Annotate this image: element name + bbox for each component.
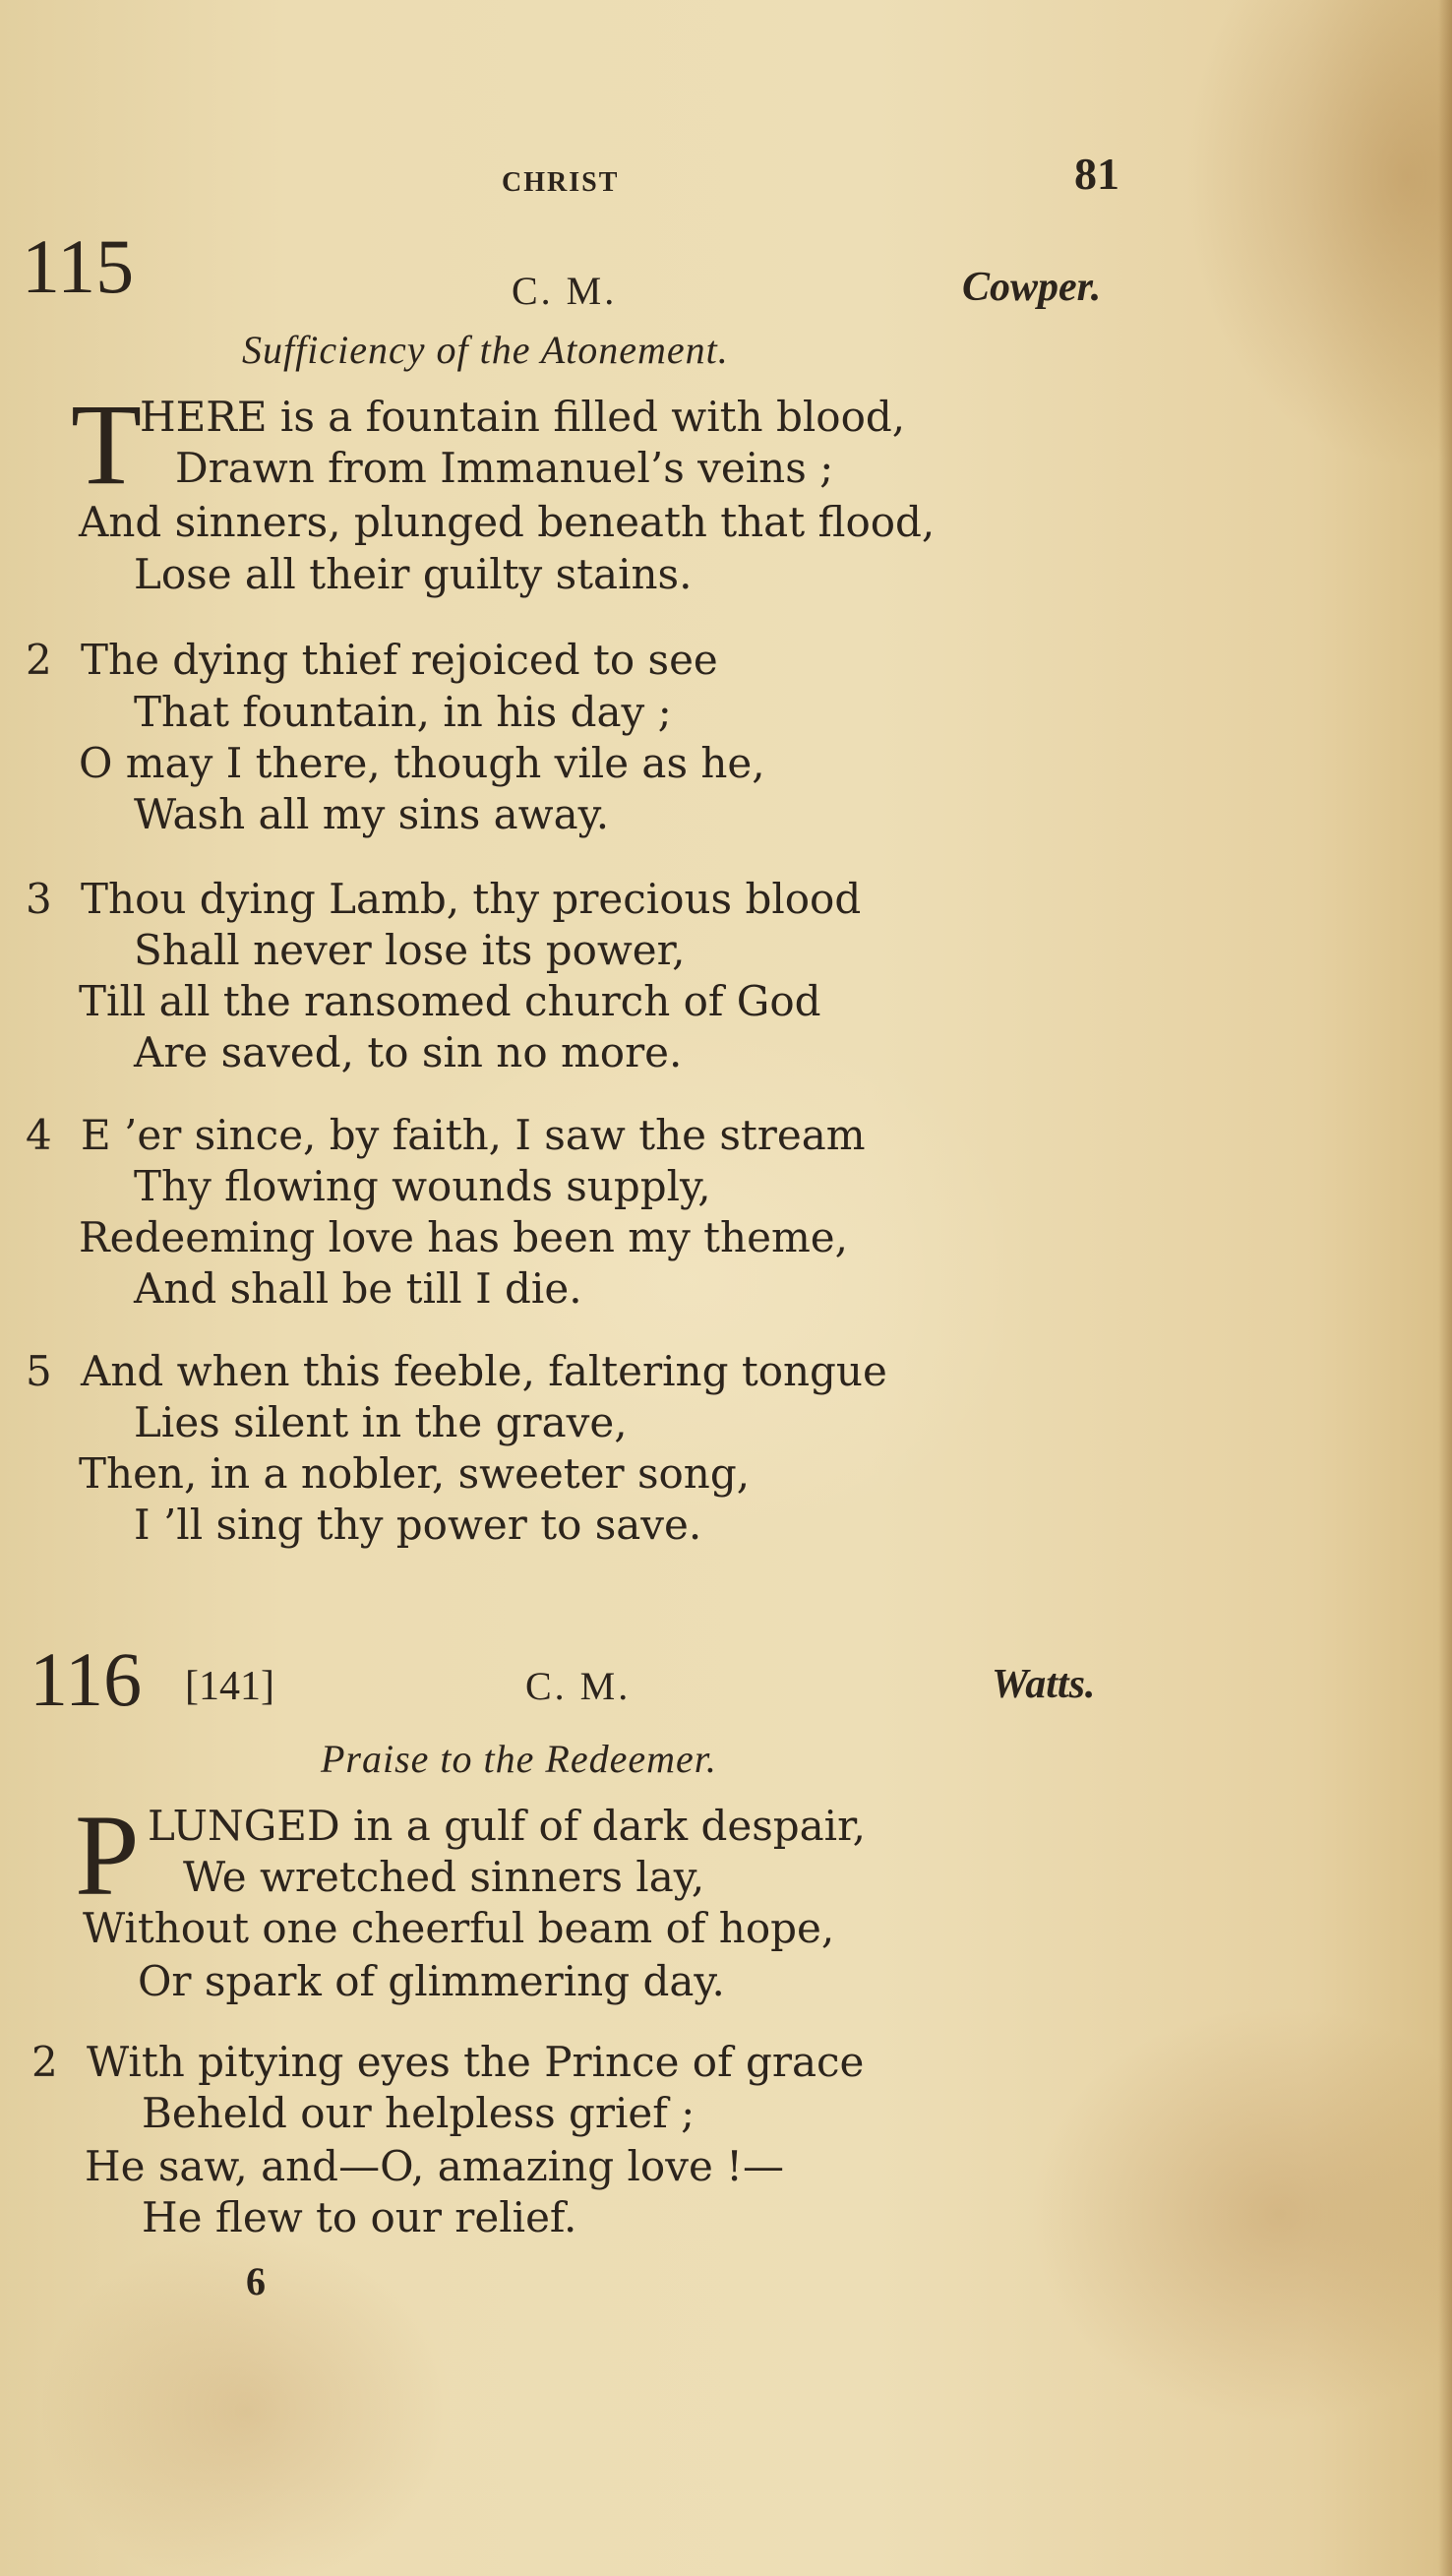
hymn-author: Cowper. [962,265,1102,310]
verse-line: E ’er since, by faith, I saw the stream [81,1111,866,1159]
verse-line: And shall be till I die. [134,1264,582,1313]
verse-line: He saw, and—O, amazing love !— [85,2142,785,2190]
hymn-number: 116 [30,1636,143,1722]
verse-line: And when this feeble, faltering tongue [81,1347,887,1395]
verse-line: We wretched sinners lay, [183,1853,705,1901]
verse-line: He flew to our relief. [142,2193,577,2241]
running-head: CHRIST [502,167,620,198]
verse-line: Wash all my sins away. [134,790,610,838]
verse-line: Lose all their guilty stains. [134,550,693,598]
hymn-title: Sufficiency of the Atonement. [242,328,729,372]
verse-line: Shall never lose its power, [134,926,686,974]
drop-cap: T [71,380,143,509]
hymn-meter: C. M. [525,1664,632,1708]
verse-line: Redeeming love has been my theme, [79,1213,848,1261]
stanza-number: 4 [26,1111,52,1159]
verse-line: The dying thief rejoiced to see [81,636,718,684]
verse-line: Thy flowing wounds supply, [134,1162,711,1210]
verse-line: Thou dying Lamb, thy precious blood [81,875,862,923]
hymn-meter: C. M. [512,269,618,313]
verse-line: I ’ll sing thy power to save. [134,1501,702,1549]
verse-line: Drawn from Immanuel’s veins ; [175,444,834,492]
stanza-number: 5 [26,1347,52,1395]
verse-line: Beheld our helpless grief ; [142,2089,696,2137]
verse-line: And sinners, plunged beneath that flood, [79,498,936,546]
verse-line: With pitying eyes the Prince of grace [87,2038,865,2086]
verse-line: Are saved, to sin no more. [134,1028,683,1076]
signature-mark: 6 [246,2259,266,2303]
verse-line: HERE is a fountain filled with blood, [140,393,906,441]
verse-line: Lies silent in the grave, [134,1398,628,1446]
stanza-number: 2 [31,2038,58,2086]
hymn-number: 115 [22,223,135,309]
verse-line: O may I there, though vile as he, [79,739,765,787]
verse-line: Without one cheerful beam of hope, [83,1904,835,1952]
page-number: 81 [1074,149,1119,199]
verse-line: Till all the ransomed church of God [79,977,821,1025]
drop-cap: P [75,1791,140,1920]
verse-line: Then, in a nobler, sweeter song, [79,1449,751,1498]
hymn-title: Praise to the Redeemer. [321,1737,717,1781]
verse-line: LUNGED in a gulf of dark despair, [148,1802,866,1850]
stanza-number: 2 [26,636,52,684]
hymn-author: Watts. [992,1662,1096,1707]
hymn-reference: [141] [185,1664,274,1709]
verse-line: That fountain, in his day ; [134,688,672,736]
page-edge-shadow [1438,0,1452,2576]
stanza-number: 3 [26,875,52,923]
verse-line: Or spark of glimmering day. [138,1957,725,2005]
